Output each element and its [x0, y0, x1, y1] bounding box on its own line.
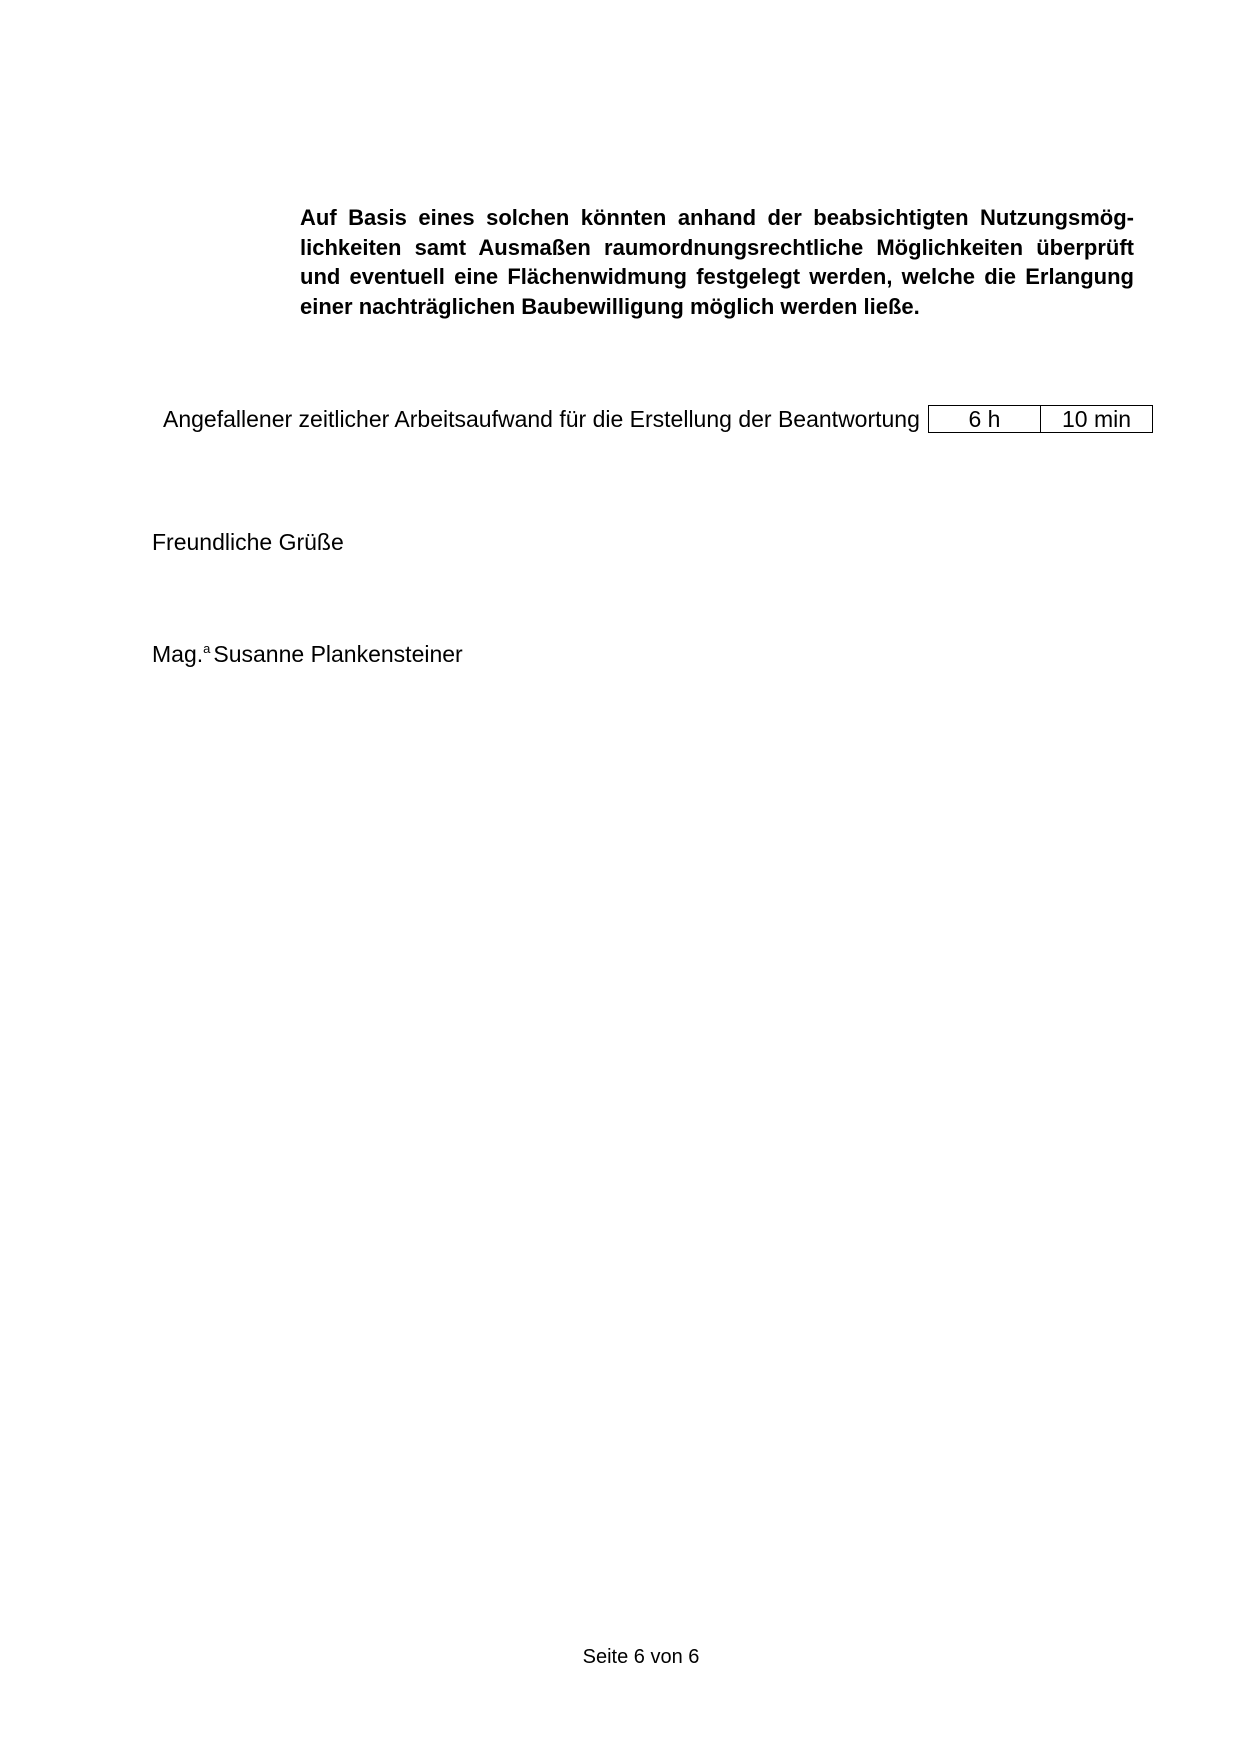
effort-row	[163, 405, 920, 433]
effort-minutes-cell: 10 min	[1040, 406, 1152, 432]
effort-hours-cell: 6 h	[968, 406, 1001, 432]
signature-title-superscript: a	[203, 641, 211, 656]
signature-title: Mag.	[152, 641, 204, 667]
paragraph-line: einer nachträglichen Baubewilligung möglich werden ließe.	[300, 293, 920, 319]
closing-greeting: Freundliche Grüße	[152, 529, 344, 555]
effort-table	[928, 405, 1153, 433]
signature-name: Susanne Plankensteiner	[213, 641, 463, 667]
paragraph-line: lichkeiten samt Ausmaßen raumordnungsrechtliche Möglichkeiten überprüft	[300, 234, 1134, 260]
paragraph-line: Auf Basis eines solchen könnten anhand der beabsichtigten Nutzungsmög-	[300, 205, 1134, 230]
effort-label: Angefallener zeitlicher Arbeitsaufwand für die Erstellung der Beantwortung	[163, 405, 920, 432]
signature	[152, 641, 463, 668]
paragraph-line: und eventuell eine Flächenwidmung festgelegt werden, welche die Erlangung	[300, 264, 1134, 289]
body-paragraph	[300, 203, 1134, 321]
page-number-footer: Seite 6 von 6	[582, 1646, 700, 1668]
